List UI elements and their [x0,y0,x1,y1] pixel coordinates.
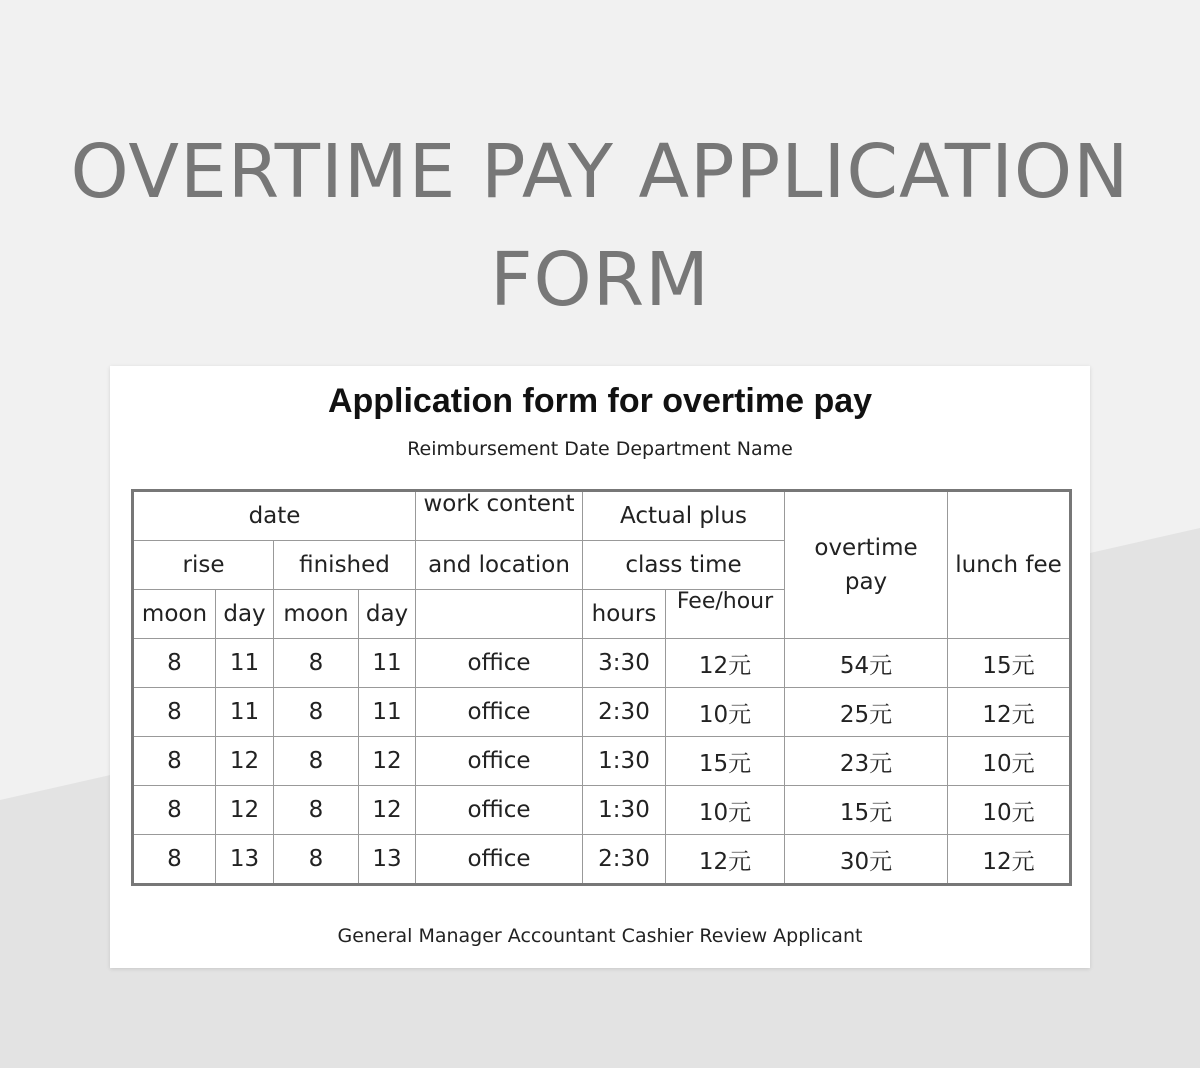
finished-day-cell: 11 [359,688,416,737]
header-rise-day: day [216,590,274,639]
header-class-time: class time [583,541,785,590]
header-fee-hour [666,590,785,639]
hours-cell: 1:30 [583,737,666,786]
table-row [133,786,1071,835]
form-footer: General Manager Accountant Cashier Review Applicant [337,925,863,947]
lunch-fee-cell: 10元 [948,737,1071,786]
header-date: date [133,491,416,541]
finished-moon-cell: 8 [274,786,359,835]
hero-title-line-1: OVERTIME PAY APPLICATION [70,129,1130,215]
finished-day-cell: 13 [359,835,416,885]
table-row [133,737,1071,786]
header-lunch-fee: lunch fee [948,491,1071,639]
lunch-fee-cell: 15元 [948,639,1071,688]
rise-day-cell: 13 [216,835,274,885]
fee-cell: 15元 [666,737,785,786]
finished-day-cell: 12 [359,737,416,786]
hours-cell: 2:30 [583,835,666,885]
header-rise-moon: moon [133,590,216,639]
hero-title [0,118,1200,334]
finished-moon-cell: 8 [274,835,359,885]
header-finished-moon: moon [274,590,359,639]
rise-day-cell: 11 [216,639,274,688]
hours-cell: 3:30 [583,639,666,688]
lunch-fee-cell: 12元 [948,835,1071,885]
finished-moon-cell: 8 [274,639,359,688]
finished-day-cell: 12 [359,786,416,835]
table-row [133,835,1071,885]
rise-moon-cell: 8 [133,688,216,737]
overtime-pay-cell: 30元 [785,835,948,885]
fee-cell: 10元 [666,786,785,835]
hours-cell: 2:30 [583,688,666,737]
header-and-location: and location [416,541,583,590]
header-row-1 [133,491,1071,541]
header-actual-plus: Actual plus [583,491,785,541]
fee-cell: 12元 [666,835,785,885]
overtime-table [131,489,1072,886]
overtime-pay-cell: 15元 [785,786,948,835]
rise-moon-cell: 8 [133,737,216,786]
rise-moon-cell: 8 [133,639,216,688]
header-work-content [416,491,583,541]
overtime-pay-cell: 23元 [785,737,948,786]
location-cell: office [416,786,583,835]
header-finished-day: day [359,590,416,639]
form-sheet [110,366,1090,968]
table-row [133,639,1071,688]
table-row [133,688,1071,737]
header-rise: rise [133,541,274,590]
fee-cell: 10元 [666,688,785,737]
rise-day-cell: 12 [216,786,274,835]
header-blank [416,590,583,639]
location-cell: office [416,835,583,885]
fee-cell: 12元 [666,639,785,688]
finished-moon-cell: 8 [274,688,359,737]
rise-day-cell: 12 [216,737,274,786]
rise-moon-cell: 8 [133,786,216,835]
header-overtime-pay: overtime pay [785,491,948,639]
lunch-fee-cell: 10元 [948,786,1071,835]
finished-moon-cell: 8 [274,737,359,786]
header-fee-hour-label: Fee/hour [676,589,774,614]
lunch-fee-cell: 12元 [948,688,1071,737]
location-cell: office [416,639,583,688]
form-subtitle: Reimbursement Date Department Name [407,438,793,460]
finished-day-cell: 11 [359,639,416,688]
hours-cell: 1:30 [583,786,666,835]
rise-moon-cell: 8 [133,835,216,885]
header-finished: finished [274,541,416,590]
form-title: Application form for overtime pay [327,382,873,420]
location-cell: office [416,688,583,737]
rise-day-cell: 11 [216,688,274,737]
overtime-pay-cell: 25元 [785,688,948,737]
header-work-content-label: work content [423,491,575,517]
location-cell: office [416,737,583,786]
overtime-pay-cell: 54元 [785,639,948,688]
hero-title-line-2: FORM [489,237,711,323]
header-hours: hours [583,590,666,639]
